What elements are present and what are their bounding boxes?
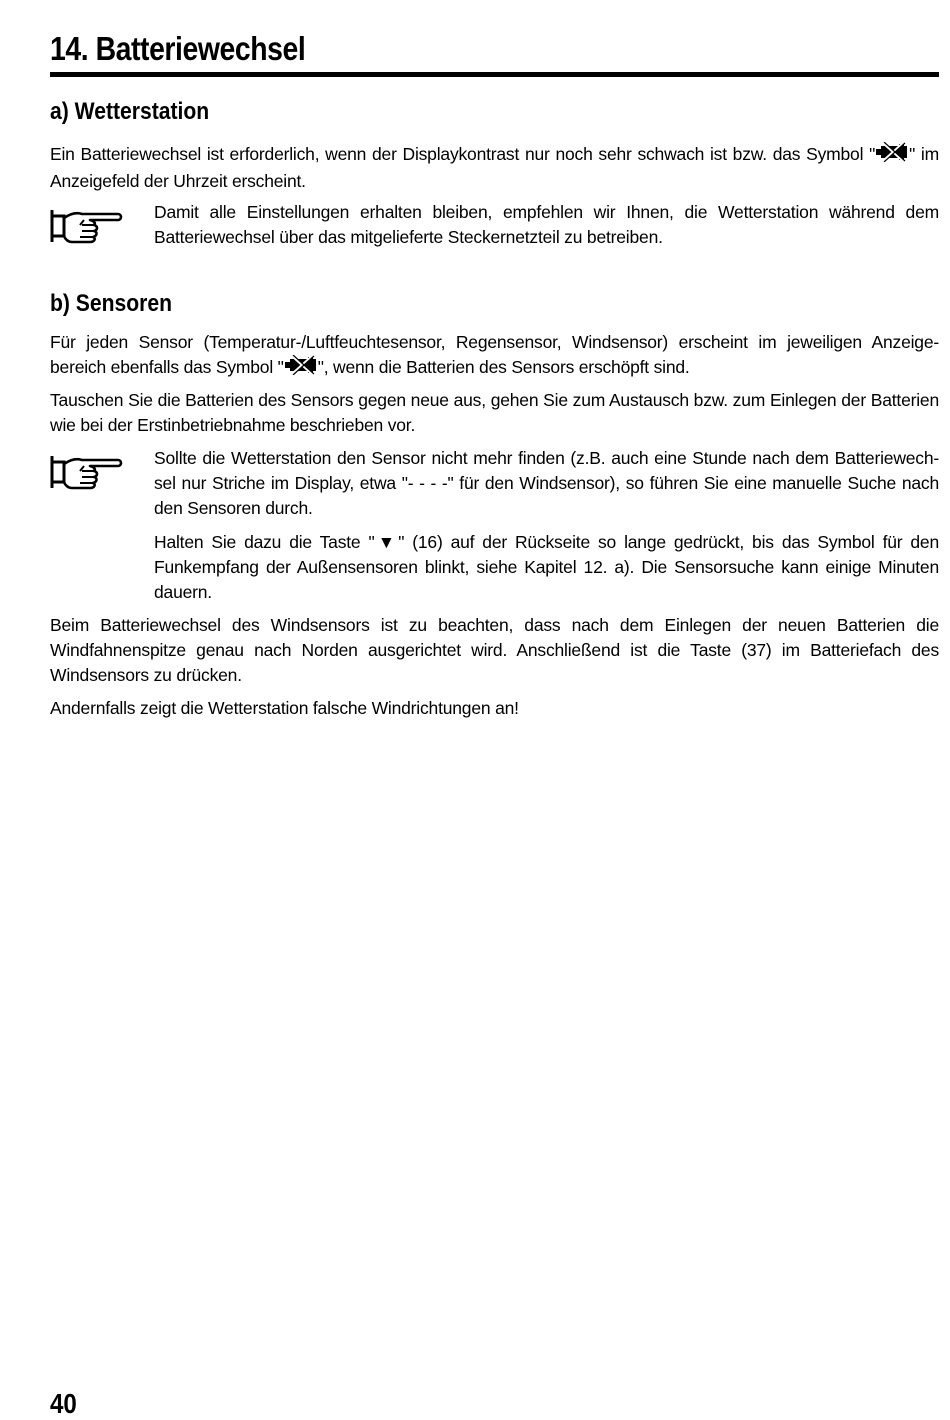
low-battery-icon bbox=[284, 355, 318, 382]
pointing-hand-icon bbox=[50, 452, 124, 492]
note-text-end: " (16) auf der Rückseite so lange gedrückt, bis das Symbol für den Funkempfang der Außensensoren blinkt, siehe Kapitel 12. a). Die Sensorsuche kann einige Minuten dauern. bbox=[154, 532, 939, 602]
chapter-rule bbox=[50, 72, 939, 77]
paragraph-text: Ein Batteriewechsel ist erforderlich, wenn der Displaykontrast nur noch sehr schwach ist bzw. das Symbol " bbox=[50, 144, 876, 164]
paragraph-text-end: ", wenn die Batterien des Sensors erschöpft sind. bbox=[317, 357, 690, 377]
paragraph-text-end: " im Anzeigefeld der Uhrzeit erscheint. bbox=[50, 144, 939, 191]
note-power-adapter: Damit alle Einstellungen erhalten bleiben, empfehlen wir Ihnen, die Wetterstation während dem Batteriewechsel über das mitgelieferte Steckernetzteil zu betreiben. bbox=[154, 202, 939, 247]
section-heading-sensoren: b) Sensoren bbox=[50, 290, 173, 317]
low-battery-icon bbox=[875, 142, 909, 169]
note-manual-search: Sollte die Wetterstation den Sensor nicht mehr finden (z.B. auch eine Stunde nach dem Batteriewech-sel nur Striche im Display, etwa "- - - -" für den Windsensor), so führen Sie eine manuelle Suche nach den Sensoren durch. bbox=[154, 448, 939, 518]
section-heading-wetterstation: a) Wetterstation bbox=[50, 98, 210, 125]
paragraph-text: Für jeden Sensor (Temperatur-/Luftfeuchtesensor, Regensensor, Windsensor) erscheint im jeweiligen Anzeige-bereich ebenfalls das Symbol " bbox=[50, 332, 939, 377]
paragraph-sensor-symbol bbox=[50, 330, 939, 382]
page-number: 40 bbox=[50, 1388, 77, 1419]
paragraph-wind-sensor: Beim Batteriewechsel des Windsensors ist zu beachten, dass nach dem Einlegen der neuen Batterien die Windfahnenspitze genau nach Norden ausgerichtet wird. Anschließend ist die Taste (37) im Batteriefach des Windsensors zu drücken. bbox=[50, 615, 939, 685]
pointing-hand-icon bbox=[50, 206, 124, 246]
paragraph-battery-change-station bbox=[50, 142, 939, 194]
paragraph-warning: Andernfalls zeigt die Wetterstation falsche Windrichtungen an! bbox=[50, 698, 519, 718]
paragraph-replace-batteries: Tauschen Sie die Batterien des Sensors gegen neue aus, gehen Sie zum Austausch bzw. zum Einlegen der Batterien wie bei der Erstinbetriebnahme beschrieben vor. bbox=[50, 390, 939, 435]
note-hold-key bbox=[154, 530, 939, 605]
chapter-title: 14. Batteriewechsel bbox=[50, 30, 306, 67]
note-text: Halten Sie dazu die Taste " bbox=[154, 532, 375, 552]
down-arrow-key-icon: ▼ bbox=[374, 532, 399, 552]
